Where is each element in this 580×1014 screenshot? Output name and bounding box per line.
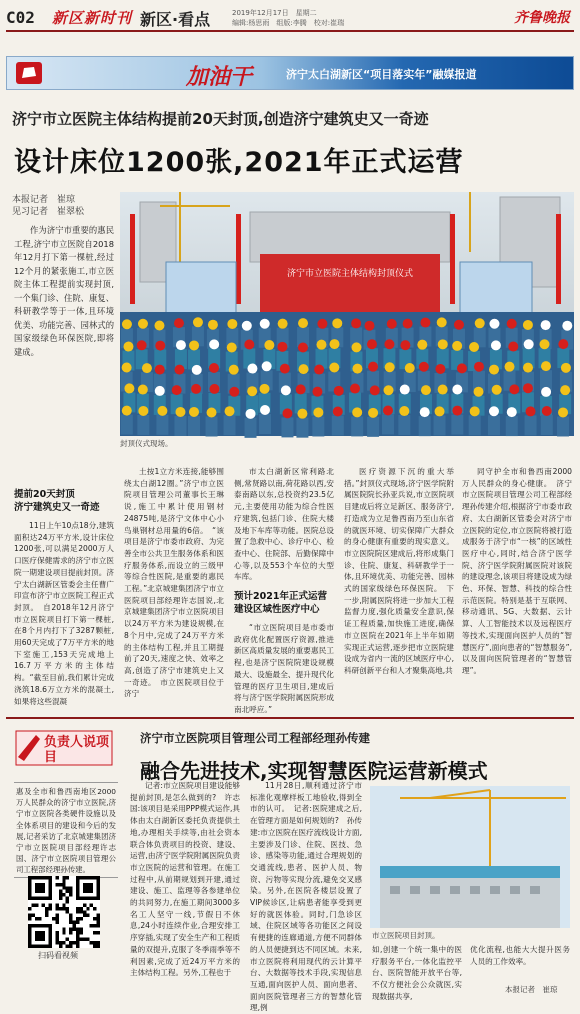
article-subheadline: 济宁市立医院主体结构提前20天封顶,创造济宁建筑史又一奇迹 [12,110,429,128]
qr-code-icon[interactable] [28,876,100,948]
page-number: C02 [6,8,35,27]
photo-caption: 封顶仪式现场。 [120,439,173,448]
banner-slogan: 加油干 [186,64,253,90]
header-rule [6,30,574,32]
building-illustration [370,786,570,928]
brand-logo: 齐鲁晚报 [514,10,570,26]
section-title: 新区·看点 [140,10,211,29]
interview-column-3: 如,创建一个统一集中的医疗服务平台,一体化监控平台、医院智能开放平台等,不仅方便社会公众就医,实现数据共享, [372,945,462,1001]
section-heading-2-line-1: 预计2021年正式运营 [234,591,327,602]
body-column-3b: “市立医院项目是市委市政府优化配置医疗资源,推进新区高质量发展的重要惠民工程,也是济宁医院院建设规模最大、设施最全、提升现代化管理的医疗卫生项目,建成后将与济宁医学院附属医院形成南北呼应。” [234,623,334,714]
section-heading-1-line-2: 济宁建筑史又一奇迹 [14,502,100,513]
topping-out-photo [370,786,570,928]
topping-out-caption: 市立医院项目封顶。 [372,931,440,940]
banner-title: 济宁太白湖新区“项目落实年”融媒报道 [286,68,477,81]
body-column-2: 土按1立方米连接,能够围绕太白湖12圈。”济宁市立医院项目管理公司董事长王琳说,施工中累计使用钢材24875吨,是济宁文体中心小鸟巢钢材总用量的6倍。 “该项目是济宁市委市政府、为完善全市公共卫生服务体系和医疗服务体系,而设立的三级甲等综合性医院,是重要的惠民工程。”北京城建集团济宁市立医院项目部经理许志国说,北京城建集团济宁市立医院项目以24万平方米为建设规模,在8个月中,完成了24万平方米的主体结构工程,并且工期提前了20天,速度之快、效率之高,创造了济宁市建筑史上又一奇迹。 市立医院项目位于济宁 [124,467,224,699]
ceremony-photo [120,192,574,436]
article-lead: 作为济宁市重要的惠民工程,济宁市立医院自2018年12月打下第一棵桩,经过12个月的紧张施工,市立医院主体工程提前实现封顶,一个集门诊、住院、康复、科研教学等于一体,且环境优美、功能完善、园林式的国家级绿色环保医院,即将建成。 [14,225,114,357]
interview-subheadline: 济宁市立医院项目管理公司工程部经理孙传建 [140,731,370,745]
interview-column-2: 11月28日,顺利通过济宁市标准化观摩样板工地验收,得到全市的认可。 记者:医院建成之后,在管理方面是如何规划的? 孙传建:市立医院在医疗流线设计方面,主要涉及门诊、住院、医技、急诊、感染等功能,通过合理规划的交通流线,患者、医护人员、物资、污物等实现分流,避免交叉感染。另外,在医院各楼层设置了VIP候诊区,让病患者能享受到更好的就医体验。同时,门急诊区域、住院区域等各功能区之间设有便捷的连廊通道,方便不同群体的人员便捷到达不同区域。未来,市立医院将利用现代的云计算平台、大数据等技术手段,实现信息互通,面向医护人员、面向患者、面向医院管理者三方的智慧化管理,例 [250,781,362,1013]
byline-reporter: 本报记者 崔琼 [12,195,76,205]
byline-intern: 见习记者 崔翠松 [12,207,85,217]
section-heading-1 [14,488,114,514]
interview-reporter: 本报记者 崔琼 [505,985,558,994]
interview-column-4: 优化流程,也能大大提升医务人员的工作效率。 [470,945,570,966]
byline [12,194,84,218]
paper-logo: 新区新时刊 [52,9,133,27]
section-heading-1-line-1: 提前20天封顶 [14,489,75,500]
article-headline: 设计床位1200张,2021年正式运营 [14,147,464,178]
section-rule [6,717,574,719]
body-column-3a: 市太白湖新区常利路北侧,常贤路以南,荷花路以西,安泰南路以东,总投资约23.5亿元,主要使用功能为综合性医疗建筑,包括门诊、住院大楼及地下车库等功能。医院总设置了急救中心、诊疗中心、检查中心、住院部、后勤保障中心等,以及553个车位的大型车库。 [234,467,334,582]
editor-line: 编辑:杨思雨 组版:李腾 校对:崔瑞 [232,19,345,27]
body-column-1: 11日上午10点18分,建筑面积达24万平方米,设计床位1200张,可以满足2000万人口医疗保健需求的济宁市立医院一期建设项目提前封顶。济宁太白湖新区管委会主任曹广印宣布济宁市立医院工程正式封顶。 自2018年12月济宁市立医院项目打下第一棵桩,在8个月内打下了3287颗桩,用60天完成了7万平方米的地下室施工,153天完成地上16.7万平方米的主体结构。“截至目前,我们累计完成浇筑18.6万立方米的混凝土,如果将这些混凝 [14,521,114,706]
ceremony-illustration [120,192,574,436]
qr-caption: 扫码看视频 [38,951,78,960]
body-column-4: 医疗资源下沉的重大举措。”封顶仪式现场,济宁医学院附属医院院长孙亚兵说,市立医院项目建成后将立足新区、服务济宁,打造成为立足鲁西南乃至山东省的就医环境、切实保障广大群众的身心健康有重要的现实意义。市立医院院区建成后,将形成集门诊、住院、康复、科研教学于一体,且环境优美、功能完善、园林式的国家级绿色环保医院。 下一步,附属医院将进一步加大工程监督力度,强化质量安全意识,保证工程质量,加快施工进度,确保市立医院在2021年上半年如期实现正式运营,逐步把市立医院建设成为省内一流的区域医疗中心,科研创新平台和人才聚集高地,共 [344,467,454,675]
interview-column-1: 记者:市立医院项目建设能够提前封顶,是怎么做到的? 许志国:该项目是采用PPP模式运作,具体由太白湖新区委托负责提供土地,办理相关手续等,由社会资本联合体负责项目的投资、建设、运营,由济宁医学院附属医院负责市立医院的运营和管理。在施工过程中,从前期规划到开建,通过建设、施工、监理等各参建单位的共同努力,在施工期间3000多名工人坚守一线,节假日不休息,24小时连续作业,合理安排工序穿插,实现了安全生产和工程质量的双提升,克服了冬季雨季等不利因素,完成了近24万平方米的主体结构工程。另外,工程也于 [130,781,240,978]
interview-intro: 惠及全市和鲁西南地区2000万人民群众的济宁市立医院,济宁市立医院各类硬件设施以及全体系项目的建设和今后的发展,记者采访了北京城建集团济宁市立医院项目部经理许志国、济宁市立医院项目管理公司工程部经理孙传建。 [16,787,116,875]
badge-label: 负责人说项目 [44,735,110,765]
section-heading-2 [234,590,338,616]
section-heading-2-line-2: 建设区域性医疗中心 [234,604,320,615]
date-line: 2019年12月17日 星期二 [232,9,317,17]
interview-headline: 融合先进技术,实现智慧医院运营新模式 [140,759,488,783]
body-column-5: 同守护全市和鲁西南2000万人民群众的身心健康。 济宁市立医院项目管理公司工程部经理孙传建介绍,根据济宁市委市政府、太白湖新区管委会对济宁市立医院的定位,市立医院将被打造成服务于济宁市“一核”的区域性医疗中心,同时,结合济宁医学院、济宁医学院附属医院对该院的建设理念,该项目将建设成为绿色、环保、智慧、科技的综合性示范医院。特别是基于互联网、移动通讯、5G、大数据、云计算、人工智能技术以及远程医疗等技术,实现面向医护人员的“智慧医疗”,面向患者的“智慧服务”,以及面向医院管理者的“智慧管理”。 [462,467,572,675]
interview-badge [14,727,114,769]
stage-sign-text: 济宁市立医院主体结构封顶仪式 [286,269,414,279]
fist-emblem-icon [14,58,44,88]
header-meta [232,8,442,28]
